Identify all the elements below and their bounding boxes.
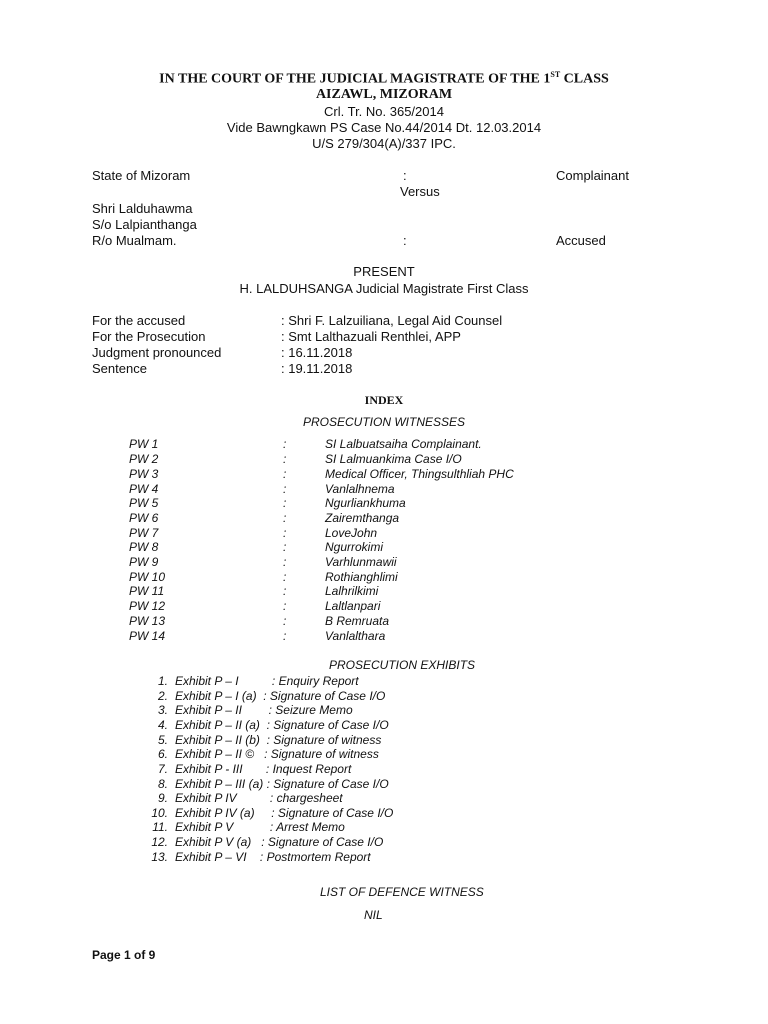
witness-sep: : <box>283 452 287 466</box>
accused-role: Accused <box>556 233 606 248</box>
witness-name: Vanlalthara <box>325 629 386 643</box>
witness-id: PW 11 <box>129 584 165 598</box>
witness-name: Ngurliankhuma <box>325 496 406 510</box>
witness-name: SI Lalmuankima Case I/O <box>325 452 462 466</box>
witness-sep: : <box>283 599 287 613</box>
witness-name: SI Lalbuatsaiha Complainant. <box>325 437 482 451</box>
witness-sep: : <box>283 482 287 496</box>
exhibit-entry: Exhibit P - III : Inquest Report <box>175 762 352 776</box>
witness-sep: : <box>283 511 287 525</box>
witness-name: Medical Officer, Thingsulthliah PHC <box>325 467 514 481</box>
witnesses-heading: PROSECUTION WITNESSES <box>302 415 466 429</box>
witness-sep: : <box>283 496 287 510</box>
witness-id: PW 14 <box>129 629 166 643</box>
exhibit-num: 10. <box>151 806 168 820</box>
ps-case: Vide Bawngkawn PS Case No.44/2014 Dt. 12.03.2014 <box>226 120 542 135</box>
exhibit-entry: Exhibit P – I (a) : Signature of Case I/O <box>175 689 386 703</box>
sections: U/S 279/304(A)/337 IPC. <box>312 136 456 151</box>
witness-name: Varhlunmawii <box>325 555 397 569</box>
accused-parent: S/o Lalpianthanga <box>92 217 197 232</box>
accused-name: Shri Lalduhawma <box>92 201 193 216</box>
witness-name: Laltlanpari <box>325 599 381 613</box>
exhibit-num: 2. <box>157 689 168 703</box>
versus: Versus <box>400 184 440 199</box>
detail-value: : Smt Lalthazuali Renthlei, APP <box>281 329 461 344</box>
judge-name: H. LALDUHSANGA Judicial Magistrate First Class <box>239 281 529 296</box>
witness-name: Vanlalhnema <box>325 482 395 496</box>
exhibit-num: 8. <box>157 777 168 791</box>
complainant-role: Complainant <box>556 168 629 183</box>
exhibit-num: 3. <box>157 703 168 717</box>
witness-sep: : <box>283 437 287 451</box>
witness-name: LoveJohn <box>325 526 378 540</box>
witness-sep: : <box>283 555 287 569</box>
exhibit-entry: Exhibit P – II (a) : Signature of Case I/O <box>175 718 389 732</box>
witness-id: PW 6 <box>129 511 159 525</box>
exhibit-num: 13. <box>151 850 168 864</box>
witness-sep: : <box>283 614 287 628</box>
exhibit-num: 4. <box>157 718 168 732</box>
witness-id: PW 12 <box>129 599 166 613</box>
witness-id: PW 4 <box>129 482 159 496</box>
accused-colon: : <box>403 233 407 248</box>
witness-id: PW 7 <box>129 526 159 540</box>
detail-label: For the Prosecution <box>92 329 206 344</box>
exhibit-entry: Exhibit P – I : Enquiry Report <box>175 674 359 688</box>
witness-sep: : <box>283 629 287 643</box>
witness-name: Zairemthanga <box>325 511 400 525</box>
page-number: Page 1 of 9 <box>92 948 156 962</box>
exhibit-num: 9. <box>157 791 168 805</box>
witness-sep: : <box>283 526 287 540</box>
exhibit-num: 5. <box>157 733 168 747</box>
exhibit-num: 12. <box>151 835 168 849</box>
exhibit-entry: Exhibit P IV : chargesheet <box>175 791 343 805</box>
exhibit-num: 11. <box>152 820 168 834</box>
witness-id: PW 9 <box>129 555 159 569</box>
complainant-colon: : <box>403 168 407 183</box>
exhibit-entry: Exhibit P – II (b) : Signature of witness <box>175 733 382 747</box>
complainant-name: State of Mizoram <box>92 168 191 183</box>
exhibit-entry: Exhibit P V : Arrest Memo <box>175 820 345 834</box>
exhibit-num: 7. <box>157 762 168 776</box>
index-heading: INDEX <box>364 393 404 407</box>
detail-label: Sentence <box>92 361 147 376</box>
detail-value: : 19.11.2018 <box>281 361 353 376</box>
witness-id: PW 1 <box>129 437 159 451</box>
exhibit-entry: Exhibit P – II © : Signature of witness <box>175 747 379 761</box>
exhibits-heading: PROSECUTION EXHIBITS <box>329 658 476 672</box>
witness-id: PW 13 <box>129 614 166 628</box>
exhibit-entry: Exhibit P IV (a) : Signature of Case I/O <box>175 806 394 820</box>
exhibit-num: 6. <box>157 747 168 761</box>
accused-residence: R/o Mualmam. <box>92 233 177 248</box>
exhibit-entry: Exhibit P – II : Seizure Memo <box>175 703 353 717</box>
detail-value: : Shri F. Lalzuiliana, Legal Aid Counsel <box>281 313 503 328</box>
witness-sep: : <box>283 467 287 481</box>
court-place: AIZAWL, MIZORAM <box>315 87 453 102</box>
witness-sep: : <box>283 540 287 554</box>
present-heading: PRESENT <box>353 264 415 279</box>
exhibit-num: 1. <box>157 674 168 688</box>
witness-id: PW 5 <box>129 496 159 510</box>
witness-id: PW 2 <box>129 452 159 466</box>
witness-id: PW 3 <box>129 467 159 481</box>
witness-id: PW 8 <box>129 540 159 554</box>
witness-name: Ngurrokimi <box>325 540 384 554</box>
defence-heading: LIST OF DEFENCE WITNESS <box>320 885 484 899</box>
exhibit-entry: Exhibit P – VI : Postmortem Report <box>175 850 371 864</box>
witness-id: PW 10 <box>129 570 166 584</box>
witness-name: Rothianghlimi <box>325 570 398 584</box>
defence-value: NIL <box>364 908 383 922</box>
witness-name: B Remruata <box>325 614 390 628</box>
witness-name: Lalhrilkimi <box>325 584 379 598</box>
case-number: Crl. Tr. No. 365/2014 <box>324 104 444 119</box>
witness-sep: : <box>283 570 287 584</box>
detail-value: : 16.11.2018 <box>281 345 353 360</box>
detail-label: Judgment pronounced <box>92 345 222 360</box>
exhibit-entry: Exhibit P V (a) : Signature of Case I/O <box>175 835 384 849</box>
court-title-sup: ST <box>550 70 561 79</box>
detail-label: For the accused <box>92 313 186 328</box>
court-title: IN THE COURT OF THE JUDICIAL MAGISTRATE OF THE 1ST CLASS <box>159 70 609 87</box>
witness-sep: : <box>283 584 287 598</box>
exhibit-entry: Exhibit P – III (a) : Signature of Case I/O <box>175 777 389 791</box>
